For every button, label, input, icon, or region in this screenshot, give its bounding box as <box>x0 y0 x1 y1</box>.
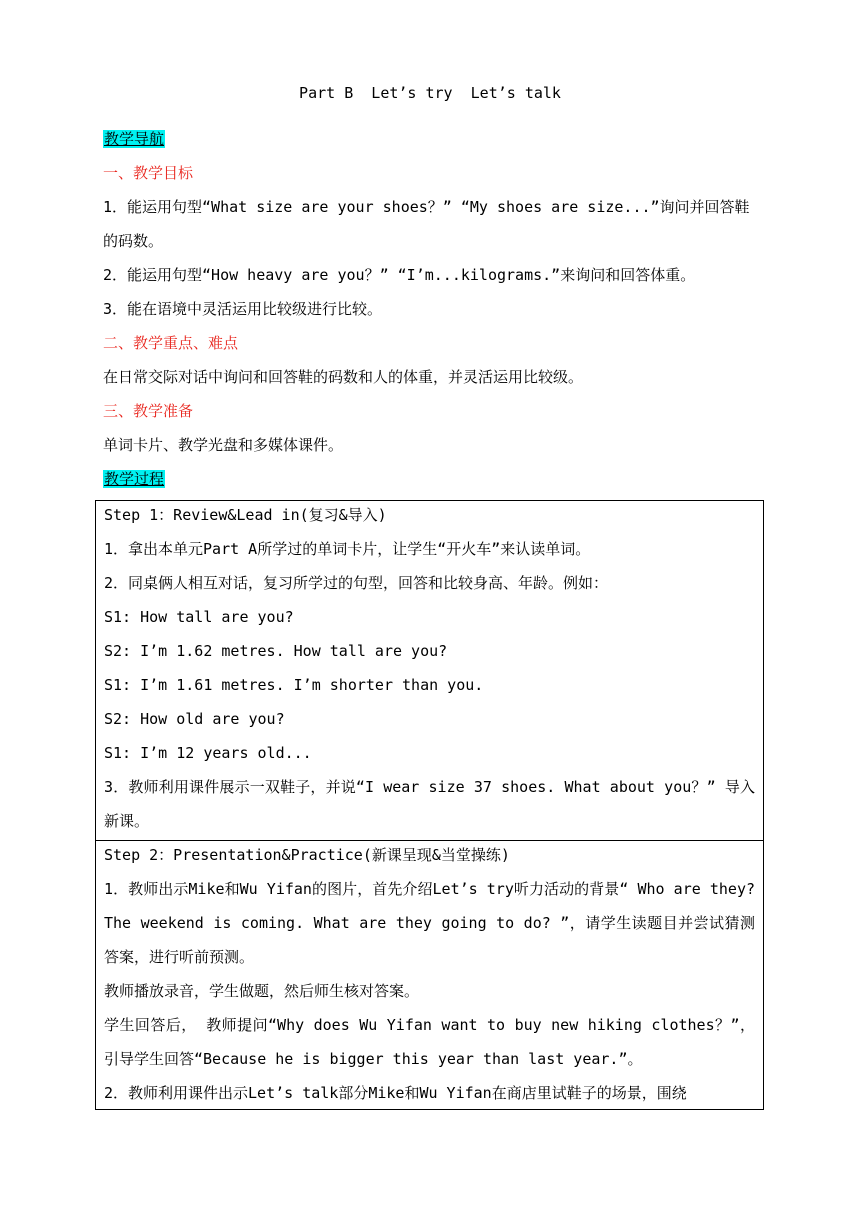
preparation-text: 单词卡片、教学光盘和多媒体课件。 <box>103 436 344 454</box>
step1-line-5: S1: I’m 1.61 metres. I’m shorter than you. <box>104 676 484 694</box>
process-table <box>95 500 764 1110</box>
step2-para-1: 1．教师出示Mike和Wu Yifan的图片，首先介绍Let’s try听力活动的背景“ Who are they? The weekend is coming. What are they going to do? ”，请学生读题目并尝试猜测答案，进行听前预测。 <box>104 880 755 966</box>
step1-heading: Step 1：Review&Lead in(复习&导入) <box>104 506 387 524</box>
step1-line-3: S1: How tall are you? <box>104 608 294 626</box>
keypoints-text: 在日常交际对话中询问和回答鞋的码数和人的体重，并灵活运用比较级。 <box>103 368 584 386</box>
step2-para-2: 教师播放录音，学生做题，然后师生核对答案。 <box>104 982 420 1000</box>
step1-line-6: S2: How old are you? <box>104 710 285 728</box>
process-heading: 教学过程 <box>104 470 165 488</box>
step2-para-4: 2．教师利用课件出示Let’s talk部分Mike和Wu Yifan在商店里试鞋子的场景，围绕 <box>104 1084 687 1102</box>
objective-item-1: 1．能运用句型“What size are your shoes？” “My shoes are size...”询问并回答鞋的码数。 <box>103 198 750 250</box>
step2-para-3: 学生回答后， 教师提问“Why does Wu Yifan want to buy new hiking clothes？”，引导学生回答“Because he is bigger this year than last year.”。 <box>104 1016 755 1068</box>
step2-heading: Step 2：Presentation&Practice(新课呈现&当堂操练) <box>104 846 510 864</box>
step1-line-2: 2．同桌俩人相互对话，复习所学过的句型，回答和比较身高、年龄。例如： <box>104 574 609 592</box>
step1-line-7: S1: I’m 12 years old... <box>104 744 312 762</box>
teaching-guide-section <box>103 122 763 496</box>
page-title: Part B Let’s try Let’s talk <box>299 84 561 102</box>
objective-item-2: 2．能运用句型“How heavy are you？” “I’m...kilograms.”来询问和回答体重。 <box>103 266 696 284</box>
nav-heading: 教学导航 <box>104 130 165 148</box>
objective-item-3: 3．能在语境中灵活运用比较级进行比较。 <box>103 300 383 318</box>
step2-cell <box>104 838 755 1110</box>
preparation-heading: 三、教学准备 <box>103 402 194 420</box>
keypoints-heading: 二、教学重点、难点 <box>103 334 239 352</box>
step1-last: 3．教师利用课件展示一双鞋子，并说“I wear size 37 shoes. What about you？” 导入新课。 <box>104 778 755 830</box>
step1-line-4: S2: I’m 1.62 metres. How tall are you? <box>104 642 448 660</box>
objectives-heading: 一、教学目标 <box>103 164 194 182</box>
step1-line-1: 1．拿出本单元Part A所学过的单词卡片，让学生“开火车”来认读单词。 <box>104 540 591 558</box>
step1-cell <box>104 498 755 838</box>
